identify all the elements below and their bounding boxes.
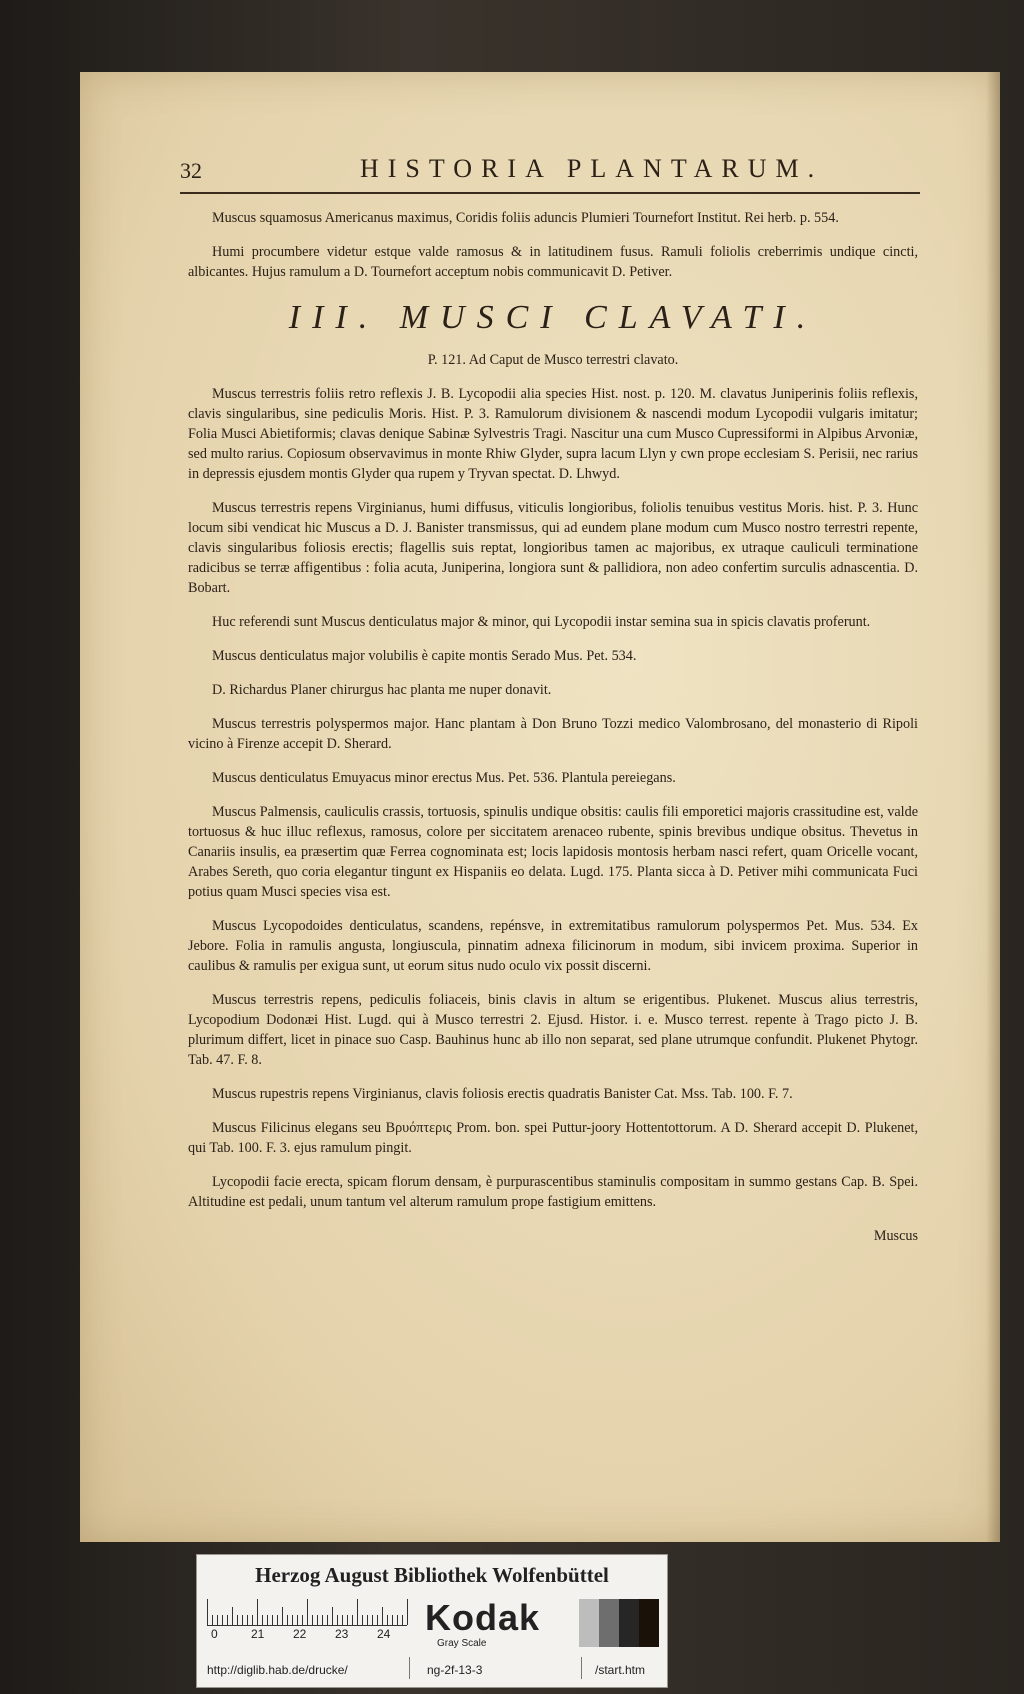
page-body <box>188 208 918 1260</box>
ruler-tick <box>392 1615 393 1625</box>
ruler-tick <box>402 1615 403 1625</box>
paragraph: Muscus rupestris repens Virginianus, clavis foliosis erectis quadratis Banister Cat. Mss. Tab. 100. F. 7. <box>212 1086 793 1102</box>
ruler-tick <box>387 1615 388 1625</box>
section-title: III. MUSCI CLAVATI. <box>288 299 818 336</box>
ruler-tick <box>242 1615 243 1625</box>
ruler-tick <box>292 1615 293 1625</box>
gray-patch <box>579 1599 599 1647</box>
start-page: /start.htm <box>595 1663 646 1677</box>
ruler-tick <box>252 1615 253 1625</box>
ruler-tick <box>207 1599 208 1625</box>
ruler-tick <box>262 1615 263 1625</box>
paragraph: Muscus Palmensis, cauliculis crassis, tortuosis, spinulis undique obsitis: caulis fili emporetici majoris crassitudine est, valde tortuosus & huc illuc reflexus, ramosus, colore per siccitatem arenaceo rubente, spinis brevibus undique obsitus. Thevetus in Canariis insulis, ea præsertim quæ Ferrea cognominata est; locis lapidosis montosis herbam nasci refert, quam Oricelle vocant, Arabes Sereth, quo coria elegantur tingunt ex Hispaniis eo delata. Lugd. 175. Planta sicca à D. Petiver mihi communicata Fuci potius quam Musci species visa est. <box>188 804 918 900</box>
paragraph: Muscus squamosus Americanus maximus, Coridis foliis aduncis Plumieri Tournefort Institut. Rei herb. p. 554. <box>212 210 839 226</box>
ruler-tick <box>247 1615 248 1625</box>
paragraph: Muscus Filicinus elegans seu Βρυόπτερις Prom. bon. spei Puttur-joory Hottentottorum. A D. Sherard accepit D. Plukenet, qui Tab. 100. F. 3. ejus ramulum pingit. <box>188 1120 918 1156</box>
ruler-tick <box>257 1599 258 1625</box>
header-rule <box>180 192 920 194</box>
ruler-tick <box>327 1615 328 1625</box>
catchword: Muscus <box>873 1228 918 1244</box>
kodak-logo: Kodak <box>425 1597 541 1638</box>
ruler-tick <box>372 1615 373 1625</box>
divider <box>409 1657 410 1679</box>
page-header <box>180 150 920 190</box>
page-edge-shadow <box>986 72 1000 1542</box>
scale-ruler <box>207 1597 407 1626</box>
ruler-tick <box>227 1615 228 1625</box>
paragraph: Muscus terrestris polyspermos major. Hanc plantam à Don Bruno Tozzi medico Valombrosano, del monasterio di Ripoli vicino à Firenze accepit D. Sherard. <box>188 716 918 752</box>
paragraph: Muscus denticulatus Emuyacus minor erectus Mus. Pet. 536. Plantula pereiegans. <box>212 770 676 786</box>
gray-patch <box>599 1599 619 1647</box>
paragraph: Muscus denticulatus major volubilis è capite montis Serado Mus. Pet. 534. <box>212 648 637 664</box>
ruler-tick <box>222 1615 223 1625</box>
paragraph: Muscus terrestris repens Virginianus, humi diffusus, viticulis longioribus, foliolis tenuibus vestitus Moris. hist. P. 3. Hunc locum sibi vendicat hic Muscus a D. J. Banister transmissus, qui ad eundem plane modum cum Musco nostro terrestri repente, clavis singularibus foliosis erectis; flagellis suis reptat, longioribus tamen ac majoribus, ex utraque cauliculi terminatione radicibus se terræ affigentibus : folia acuta, Juniperina, longiora sunt & pallidiora, non adeo confertim surculis adnascentia. D. Bobart. <box>188 500 918 596</box>
paragraph: Humi procumbere videtur estque valde ramosus & in latitudinem fusus. Ramuli foliolis creberrimis undique cincti, albicantes. Hujus ramulum a D. Tournefort acceptum nobis communicavit D. Petiver. <box>188 244 918 280</box>
paragraph: Huc referendi sunt Muscus denticulatus major & minor, qui Lycopodii instar semina sua in spicis clavatis proferunt. <box>212 614 871 630</box>
ruler-tick <box>317 1615 318 1625</box>
ruler-tick <box>337 1615 338 1625</box>
paragraph: D. Richardus Planer chirurgus hac planta me nuper donavit. <box>212 682 552 698</box>
ruler-tick <box>362 1615 363 1625</box>
ruler-tick <box>352 1615 353 1625</box>
color-target-card <box>196 1554 668 1688</box>
ruler-tick <box>367 1615 368 1625</box>
ruler-number: 0 <box>211 1627 218 1641</box>
ruler-tick <box>272 1615 273 1625</box>
ruler-tick <box>237 1615 238 1625</box>
ruler-tick <box>382 1607 383 1625</box>
ruler-tick <box>312 1615 313 1625</box>
ruler-tick <box>282 1607 283 1625</box>
divider <box>581 1657 582 1679</box>
library-name: Herzog August Bibliothek Wolfenbüttel <box>255 1563 609 1587</box>
ruler-tick <box>322 1615 323 1625</box>
ruler-tick <box>377 1615 378 1625</box>
ruler-number: 24 <box>377 1627 391 1641</box>
page-number: 32 <box>180 158 202 183</box>
ruler-tick <box>287 1615 288 1625</box>
library-url: http://diglib.hab.de/drucke/ <box>207 1663 348 1677</box>
ruler-number: 21 <box>251 1627 265 1641</box>
ruler-tick <box>277 1615 278 1625</box>
gray-scale-patches <box>579 1599 659 1647</box>
ruler-tick <box>302 1615 303 1625</box>
gray-patch <box>619 1599 639 1647</box>
running-title: HISTORIA PLANTARUM. <box>360 154 824 183</box>
section-subheading: P. 121. Ad Caput de Musco terrestri clavato. <box>427 352 679 368</box>
paragraph: Lycopodii facie erecta, spicam florum densam, è purpurascentibus staminulis compositam in summo gestans Cap. B. Spei. Altitudine est pedali, unum tantum vel alterum ramulum prope fastigium emittens. <box>188 1174 918 1210</box>
ruler-tick <box>407 1599 408 1625</box>
gray-patch <box>639 1599 659 1647</box>
ruler-tick <box>232 1607 233 1625</box>
ruler-number: 23 <box>335 1627 349 1641</box>
gray-scale-label: Gray Scale <box>437 1638 487 1649</box>
ruler-tick <box>347 1615 348 1625</box>
paragraph: Muscus Lycopodoides denticulatus, scandens, repénsve, in extremitatibus ramulorum polyspermos Pet. Mus. 534. Ex Jebore. Folia in ramulis angusta, longiuscula, pinnatim adnexa filicinorum in modum, sibi invicem proxima. Superior in caulibus & ramulis per exigua sunt, ut eorum situs nudo oculo vix possit discerni. <box>188 918 918 974</box>
ruler-number: 22 <box>293 1627 307 1641</box>
shelf-signature: ng-2f-13-3 <box>427 1663 483 1677</box>
ruler-tick <box>332 1607 333 1625</box>
ruler-tick <box>342 1615 343 1625</box>
ruler-tick <box>297 1615 298 1625</box>
ruler-tick <box>217 1615 218 1625</box>
ruler-tick <box>212 1615 213 1625</box>
paragraph: Muscus terrestris repens, pediculis foliaceis, binis clavis in altum se erigentibus. Plukenet. Muscus alius terrestris, Lycopodium Dodonæi Hist. Lugd. qui à Musco terrestri 2. Ejusd. Histor. i. e. Musco terrest. repente à Trago picto J. B. plurimum differt, licet in pinace suo Casp. Bauhinus hunc ab illo non separat, sed plane utrumque confundit. Plukenet Phytogr. Tab. 47. F. 8. <box>188 992 918 1068</box>
ruler-tick <box>267 1615 268 1625</box>
ruler-tick <box>357 1599 358 1625</box>
ruler-tick <box>397 1615 398 1625</box>
ruler-tick <box>307 1599 308 1625</box>
paragraph: Muscus terrestris foliis retro reflexis J. B. Lycopodii alia species Hist. nost. p. 120. M. clavatus Juniperinis foliis reflexis, clavis singularibus, sine pediculis Moris. Hist. P. 3. Ramulorum divisionem & nascendi modum Lycopodii vulgaris imitatur; Folia Musci Abietiformis; clavas denique Sabinæ Sylvestris Tragi. Nascitur una cum Musco Cupressiformi in Alpibus Arvoniæ, sed multo rarius. Copiosum observavimus in monte Rhiw Glyder, supra lacum Llyn y cwn prope ecclesiam S. Perisii, nec rarius in depressis ejusdem montis Glyder qua rupem y Tryvan spectat. D. Lhwyd. <box>188 386 918 482</box>
